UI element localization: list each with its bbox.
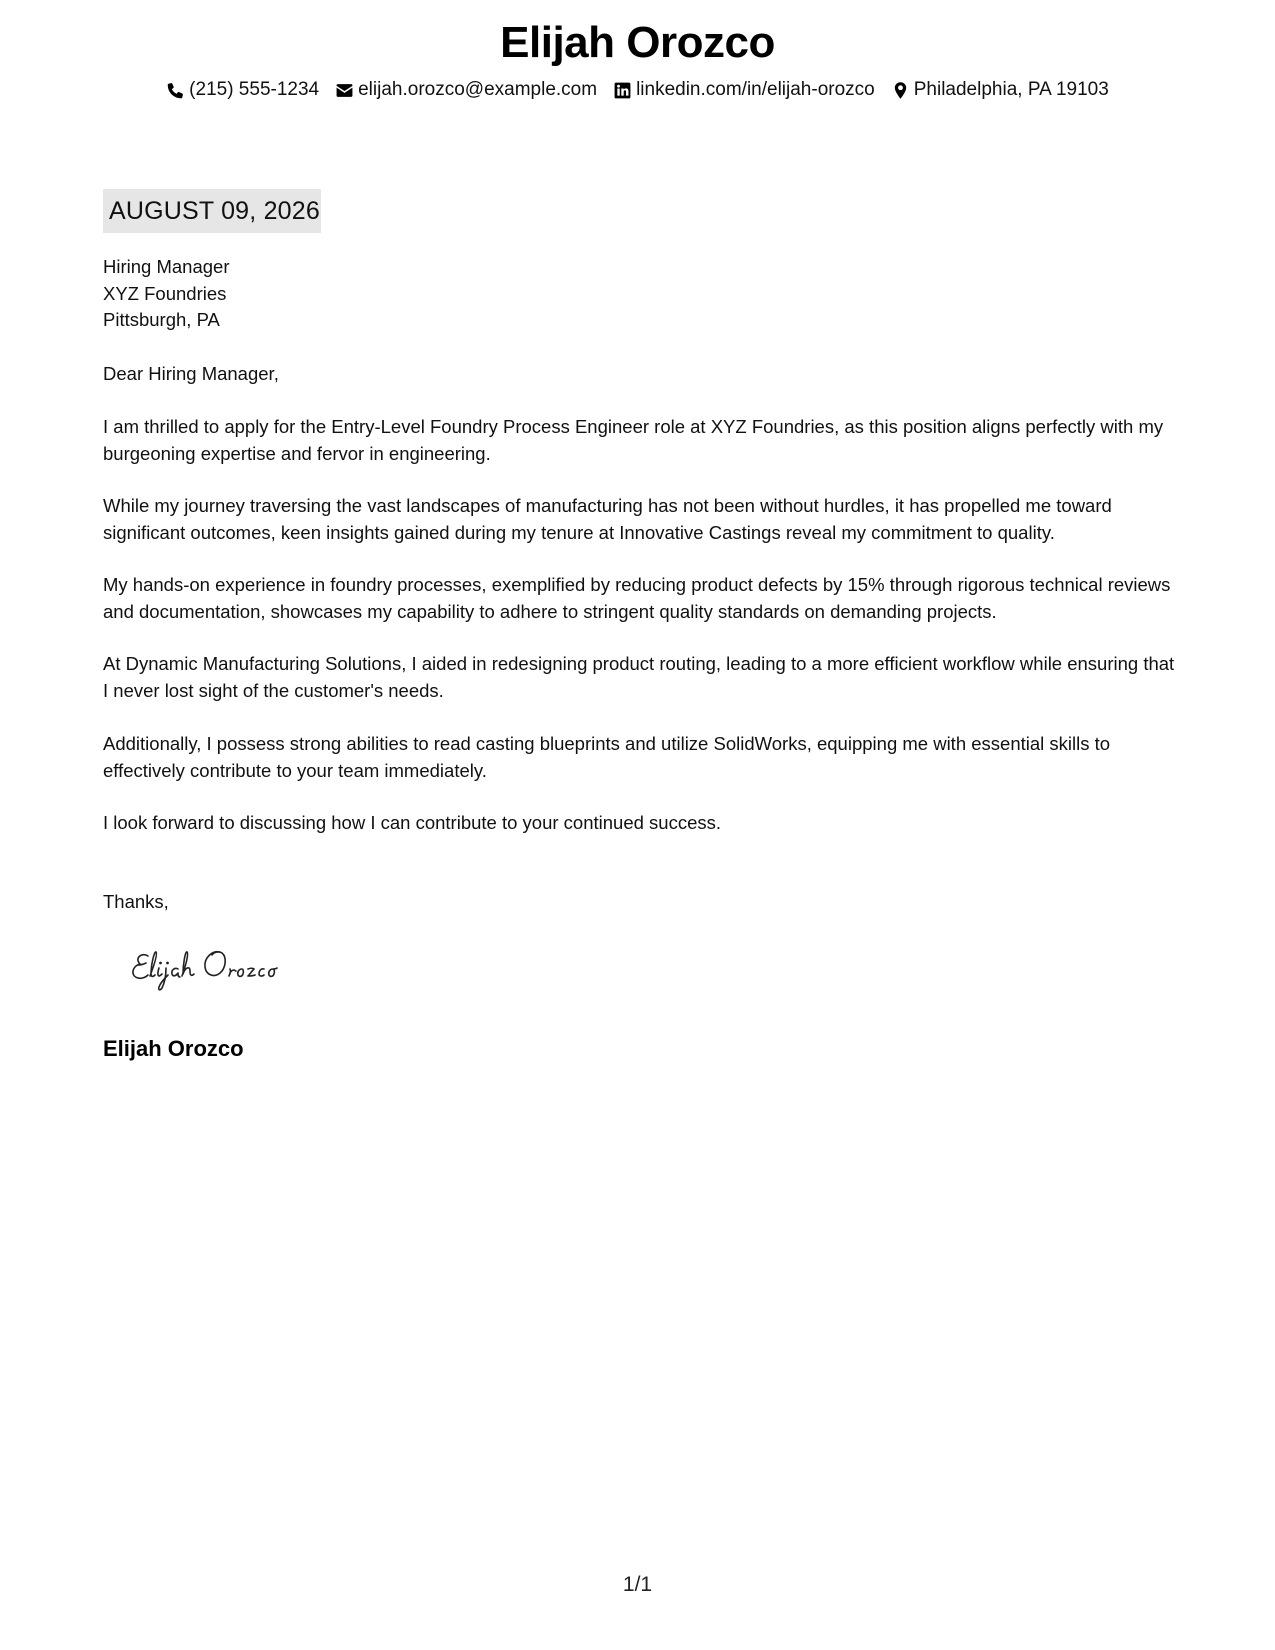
recipient-block: [103, 254, 1178, 334]
recipient-title: Hiring Manager: [103, 256, 230, 277]
salutation: Dear Hiring Manager,: [103, 363, 279, 384]
applicant-name: Elijah Orozco: [500, 18, 775, 67]
email-text[interactable]: elijah.orozco@example.com: [358, 79, 598, 100]
body-paragraph: While my journey traversing the vast landscapes of manufacturing has not been without hurdles, it has propelled me toward significant outcomes, keen insights gained during my tenure at Innovative Castings reveal my commitment to quality.: [103, 495, 1112, 543]
recipient-company: XYZ Foundries: [103, 282, 227, 304]
contact-linkedin[interactable]: [613, 79, 875, 101]
letter-date: AUGUST 09, 2026: [103, 189, 321, 233]
page-number: 1/1: [622, 1573, 653, 1596]
contact-phone: [166, 79, 319, 101]
contact-location: [891, 79, 1109, 101]
linkedin-text[interactable]: linkedin.com/in/elijah-orozco: [636, 79, 875, 100]
closing: Thanks,: [103, 891, 169, 912]
contact-bar: [0, 79, 1275, 101]
body-paragraph: I look forward to discussing how I can contribute to your continued success.: [103, 812, 722, 833]
linkedin-icon: [613, 81, 632, 100]
body-paragraph: I am thrilled to apply for the Entry-Level Foundry Process Engineer role at XYZ Foundries, as this position aligns perfectly with my burgeoning expertise and fervor in engineering.: [103, 416, 1164, 464]
map-pin-icon: [891, 81, 910, 100]
location-text: Philadelphia, PA 19103: [913, 79, 1109, 100]
signed-name: Elijah Orozco: [103, 1036, 244, 1061]
handwritten-signature: [128, 938, 338, 998]
phone-text: (215) 555-1234: [189, 79, 320, 100]
phone-icon: [166, 81, 185, 100]
envelope-icon: [335, 81, 354, 100]
body-paragraph: My hands-on experience in foundry processes, exemplified by reducing product defects by 15% through rigorous technical reviews and documentation, showcases my capability to adhere to stringent quality standards on demanding projects.: [103, 574, 1171, 622]
body-paragraph: At Dynamic Manufacturing Solutions, I aided in redesigning product routing, leading to a more efficient workflow while ensuring that I never lost sight of the customer's needs.: [103, 653, 1175, 701]
body-paragraph: Additionally, I possess strong abilities to read casting blueprints and utilize SolidWorks, equipping me with essential skills to effectively contribute to your team immediately.: [103, 733, 1111, 781]
recipient-location: Pittsburgh, PA: [103, 309, 220, 330]
contact-email[interactable]: [335, 79, 597, 101]
